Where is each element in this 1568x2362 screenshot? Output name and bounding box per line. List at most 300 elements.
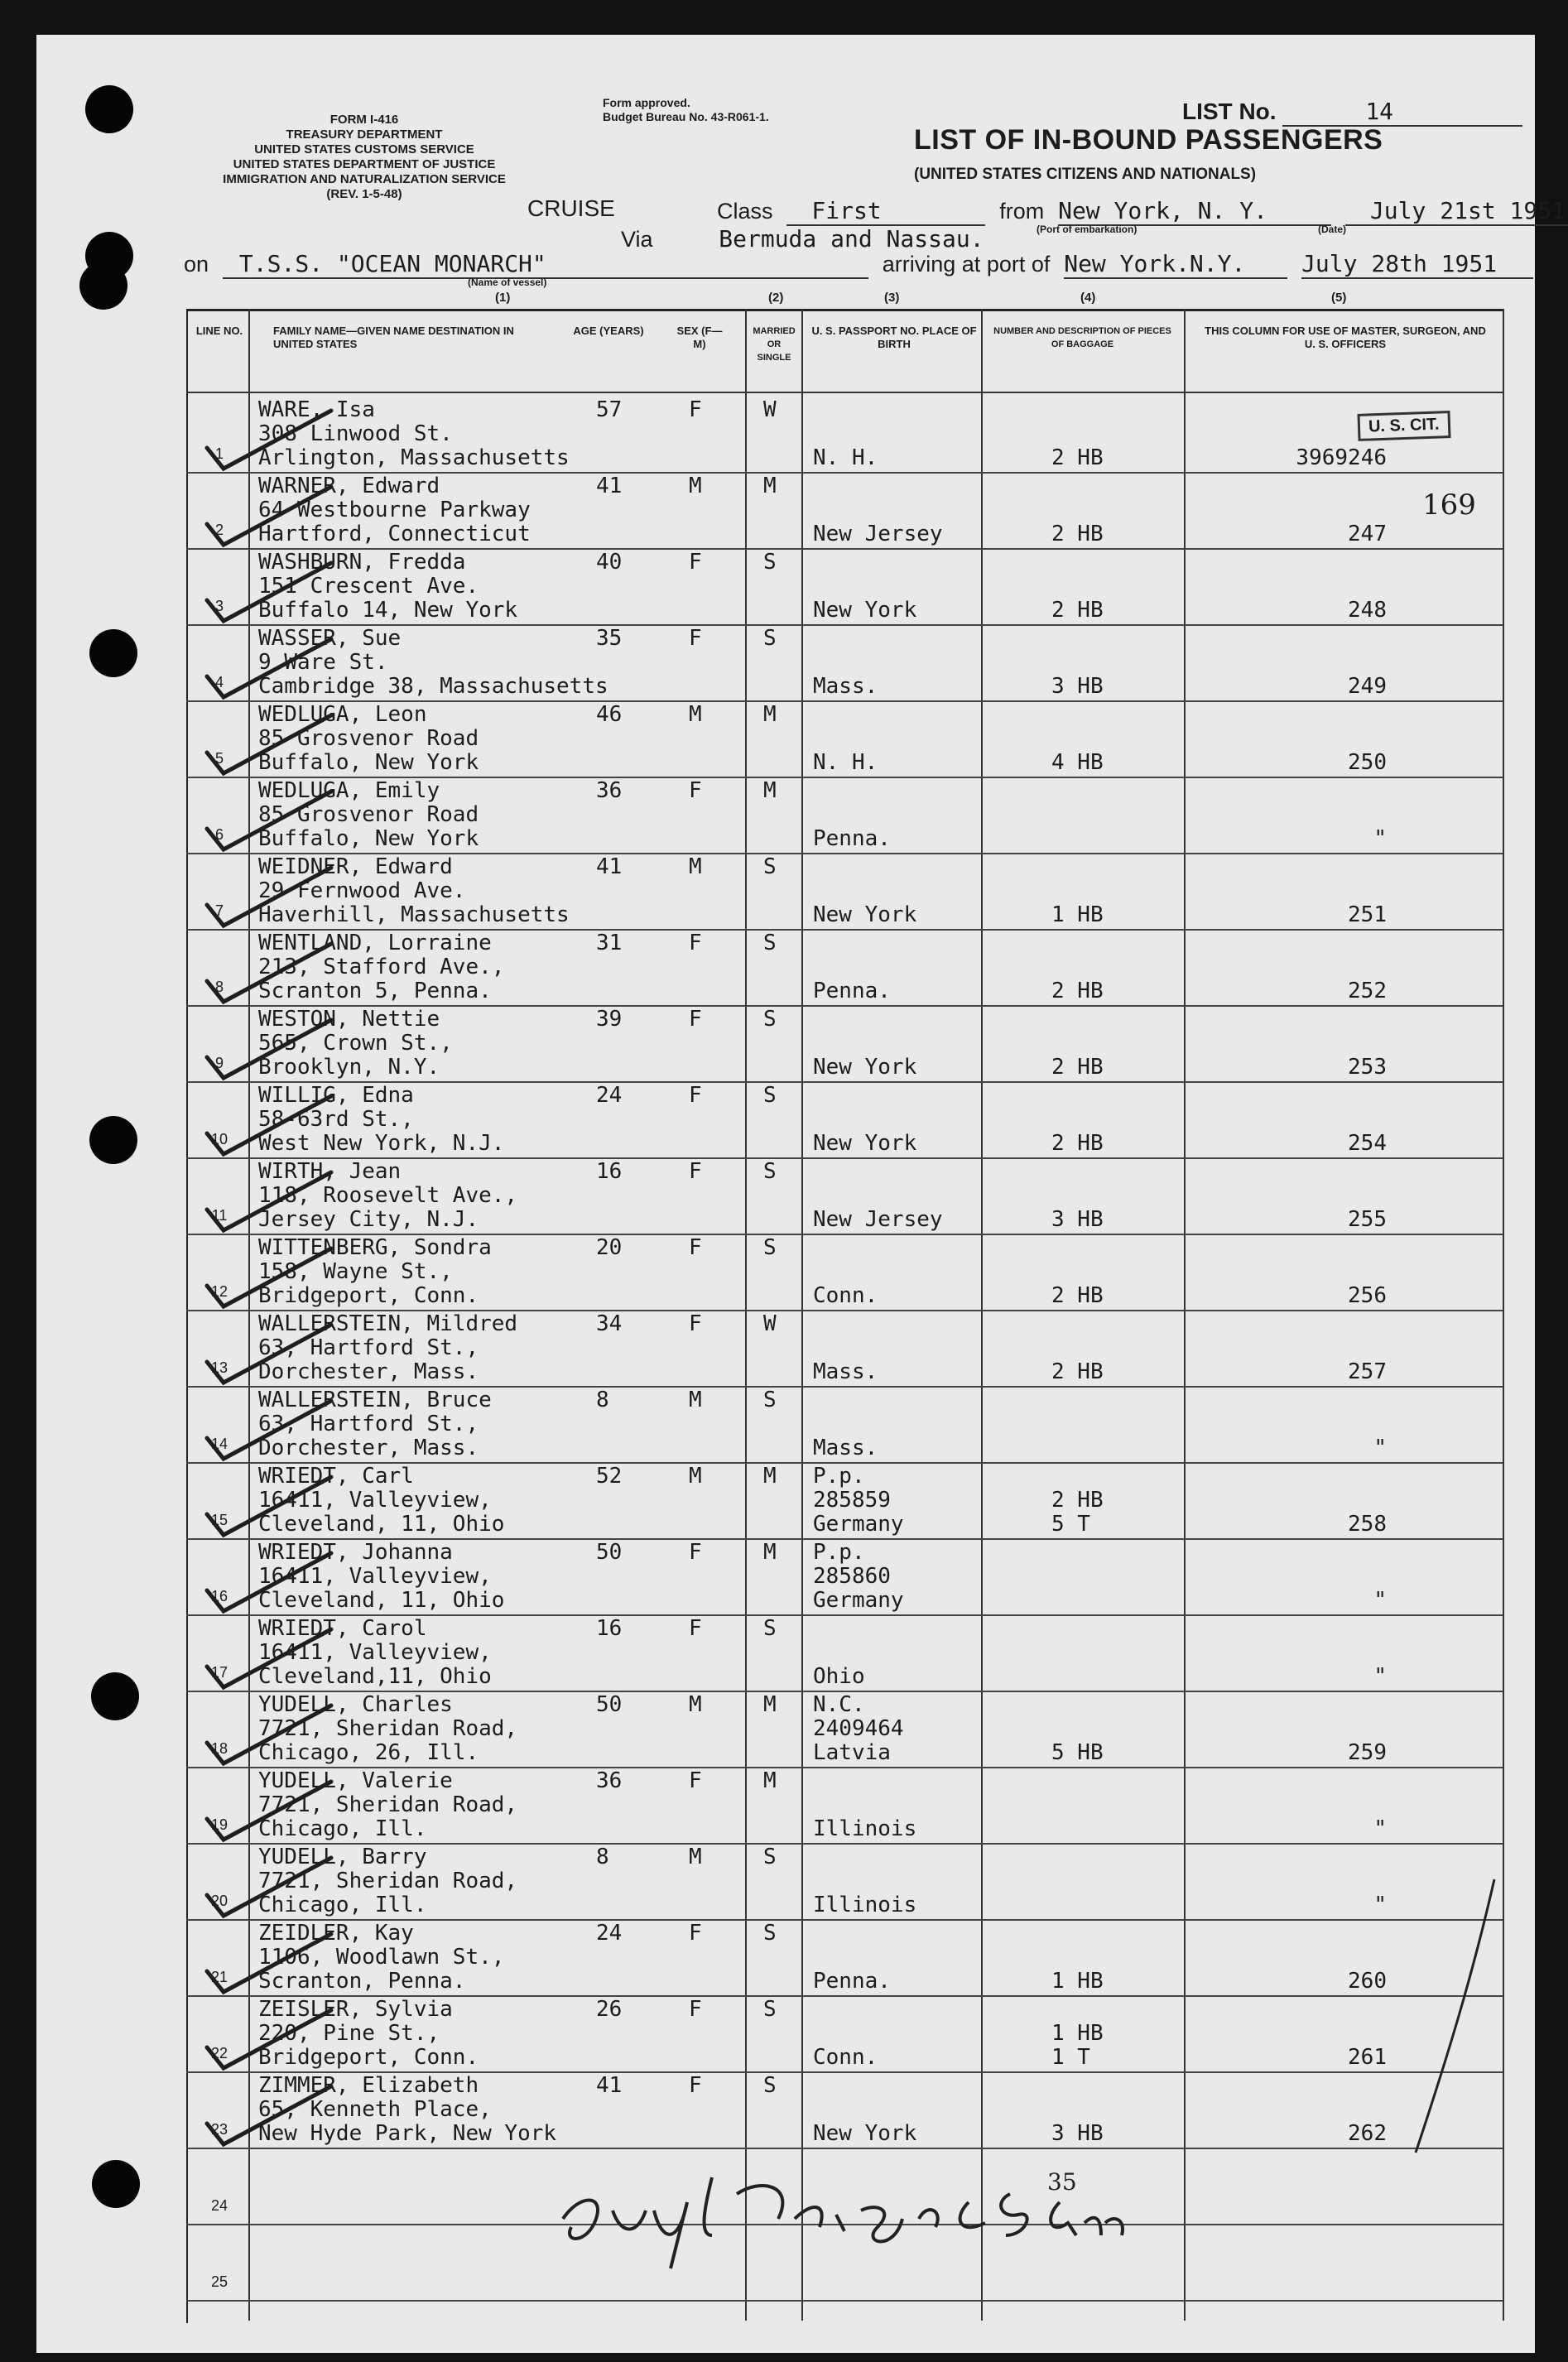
address-city: Buffalo, New York	[258, 750, 479, 775]
address-street: 85 Grosvenor Road	[258, 802, 479, 827]
marital-status: S	[763, 1845, 777, 1869]
marital-status: M	[763, 778, 777, 803]
place-of-birth: New Jersey	[813, 1207, 943, 1232]
place-of-birth: Conn.	[813, 1283, 878, 1308]
column-number: (1)	[495, 291, 511, 305]
column-rule	[981, 309, 983, 2321]
check-mark-icon	[199, 1316, 339, 1391]
check-mark-icon	[199, 936, 339, 1010]
sex: M	[689, 702, 702, 727]
check-mark-icon	[199, 631, 339, 705]
address-street: 63, Hartford St.,	[258, 1335, 479, 1360]
check-mark-icon	[199, 1240, 339, 1315]
line-number: 17	[210, 1664, 228, 1681]
passenger-name: WITTENBERG, Sondra	[258, 1235, 492, 1260]
date-caption: (Date)	[1318, 224, 1347, 235]
check-mark-icon	[199, 859, 339, 934]
check-mark-icon	[199, 479, 339, 553]
sex: F	[689, 778, 702, 803]
address-city: Jersey City, N.J.	[258, 1207, 479, 1232]
passport-number: 285859	[813, 1488, 891, 1513]
arrival-date: July 28th 1951	[1301, 250, 1533, 279]
baggage-line-2: 2 HB	[1051, 1359, 1104, 1384]
passenger-name: WENTLAND, Lorraine	[258, 931, 492, 955]
officer-number: 252	[1348, 979, 1387, 1003]
marital-status: M	[763, 1768, 777, 1793]
place-of-birth: New York	[813, 2121, 917, 2146]
address-city: Brooklyn, N.Y.	[258, 1055, 440, 1080]
sex: M	[689, 1845, 702, 1869]
place-of-birth: Ohio	[813, 1664, 865, 1689]
officer-number: 259	[1348, 1740, 1387, 1765]
age: 57	[596, 397, 623, 422]
line-number: 13	[210, 1359, 228, 1376]
line-number: 5	[214, 750, 224, 767]
age: 41	[596, 474, 623, 498]
col-header-passport: U. S. PASSPORT NO. PLACE OF BIRTH	[811, 325, 977, 350]
line-number: 14	[210, 1436, 228, 1452]
list-number	[1182, 98, 1522, 127]
officer-number: 247	[1348, 522, 1387, 546]
agency-line: IMMIGRATION AND NATURALIZATION SERVICE	[223, 172, 506, 186]
budget-note	[603, 96, 769, 124]
sex: M	[689, 474, 702, 498]
address-street: 16411, Valleyview,	[258, 1488, 492, 1513]
passenger-name: WARE, Isa	[258, 397, 375, 422]
check-mark-icon	[199, 1164, 339, 1239]
address-city: Bridgeport, Conn.	[258, 2045, 479, 2070]
list-number-value: 14	[1282, 98, 1522, 127]
page-subtitle: (UNITED STATES CITIZENS AND NATIONALS)	[914, 166, 1257, 183]
class-label: Class	[717, 199, 773, 224]
marital-status: S	[763, 626, 777, 651]
place-of-birth: Penna.	[813, 979, 891, 1003]
marital-status: S	[763, 1083, 777, 1108]
officer-number: "	[1373, 1816, 1387, 1841]
baggage-line-2: 2 HB	[1051, 979, 1104, 1003]
binder-hole	[79, 262, 127, 310]
sex: F	[689, 1311, 702, 1336]
col-header-officers: THIS COLUMN FOR USE OF MASTER, SURGEON, AND U. S. OFFICERS	[1205, 325, 1486, 350]
officer-number: "	[1373, 1436, 1387, 1460]
passenger-name: WILLIG, Edna	[258, 1083, 414, 1108]
form-approved: Form approved.	[603, 96, 690, 109]
age: 50	[596, 1692, 623, 1717]
agency-line: UNITED STATES CUSTOMS SERVICE	[254, 142, 474, 156]
sex: F	[689, 1921, 702, 1946]
address-city: Cleveland, 11, Ohio	[258, 1588, 505, 1613]
address-city: Bridgeport, Conn.	[258, 1283, 479, 1308]
marital-status: M	[763, 1540, 777, 1565]
marital-status: S	[763, 931, 777, 955]
address-city: New Hyde Park, New York	[258, 2121, 557, 2146]
baggage-line-2: 3 HB	[1051, 2121, 1104, 2146]
officer-number: 251	[1348, 902, 1387, 927]
col-header-married: MARRIED OR SINGLE	[753, 326, 796, 363]
officer-number: 258	[1348, 1512, 1387, 1537]
age: 41	[596, 2073, 623, 2098]
place-of-birth: N. H.	[813, 445, 878, 470]
marital-status: S	[763, 2073, 777, 2098]
baggage-line-2: 2 HB	[1051, 1283, 1104, 1308]
baggage-line-2: 5 T	[1051, 1512, 1090, 1537]
address-street: 213, Stafford Ave.,	[258, 955, 505, 979]
place-of-birth: New York	[813, 1055, 917, 1080]
place-of-birth: N. H.	[813, 750, 878, 775]
age: 34	[596, 1311, 623, 1336]
marital-status: S	[763, 1997, 777, 2022]
column-rule	[1184, 309, 1186, 2321]
age: 52	[596, 1464, 623, 1489]
marital-status: M	[763, 702, 777, 727]
marital-status: W	[763, 1311, 777, 1336]
officer-number: 3969246	[1296, 445, 1387, 470]
sex: F	[689, 626, 702, 651]
baggage-line-1: 1 HB	[1051, 2021, 1104, 2046]
address-city: Cleveland,11, Ohio	[258, 1664, 492, 1689]
baggage-line-2: 5 HB	[1051, 1740, 1104, 1765]
place-of-birth: Mass.	[813, 1436, 878, 1460]
address-city: Cambridge 38, Massachusetts	[258, 674, 608, 699]
passenger-name: WESTON, Nettie	[258, 1007, 440, 1032]
address-street: 308 Linwood St.	[258, 421, 453, 446]
sex: F	[689, 931, 702, 955]
officer-number: 253	[1348, 1055, 1387, 1080]
via-label: Via	[621, 227, 653, 252]
place-of-birth: Mass.	[813, 674, 878, 699]
check-mark-icon	[199, 1393, 339, 1467]
handwritten-number: 169	[1422, 488, 1476, 522]
marital-status: S	[763, 1921, 777, 1946]
officer-number: "	[1373, 1664, 1387, 1689]
baggage-line-1: 2 HB	[1051, 1488, 1104, 1513]
marital-status: M	[763, 1692, 777, 1717]
sex: F	[689, 2073, 702, 2098]
address-city: Dorchester, Mass.	[258, 1359, 479, 1384]
marital-status: M	[763, 1464, 777, 1489]
baggage-line-2: 2 HB	[1051, 445, 1104, 470]
check-mark-icon	[199, 555, 339, 629]
sex: M	[689, 1464, 702, 1489]
place-of-birth: New York	[813, 598, 917, 623]
officer-number: 250	[1348, 750, 1387, 775]
sex: F	[689, 1540, 702, 1565]
address-city: Scranton, Penna.	[258, 1969, 466, 1994]
age: 20	[596, 1235, 623, 1260]
baggage-line-2: 2 HB	[1051, 1131, 1104, 1156]
officer-number: 256	[1348, 1283, 1387, 1308]
address-city: Buffalo, New York	[258, 826, 479, 851]
line-number: 7	[214, 902, 224, 919]
check-mark-icon	[199, 783, 339, 858]
baggage-line-2: 1 HB	[1051, 1969, 1104, 1994]
list-number-label: LIST No.	[1182, 99, 1277, 124]
officer-number: 249	[1348, 674, 1387, 699]
baggage-line-2: 2 HB	[1051, 522, 1104, 546]
passenger-name: WASHBURN, Fredda	[258, 550, 466, 575]
age: 24	[596, 1083, 623, 1108]
check-mark-icon	[199, 1697, 339, 1772]
passenger-name: WEDLUGA, Emily	[258, 778, 440, 803]
age: 16	[596, 1616, 623, 1641]
col-header-sex: SEX (F—M)	[676, 325, 723, 350]
age: 36	[596, 1768, 623, 1793]
passenger-name: ZEISLER, Sylvia	[258, 1997, 453, 2022]
marital-status: M	[763, 474, 777, 498]
binder-hole	[85, 85, 133, 133]
passenger-name: WALLERSTEIN, Bruce	[258, 1388, 492, 1412]
line-number: 9	[214, 1055, 224, 1071]
sex: F	[689, 397, 702, 422]
binder-hole	[89, 629, 137, 677]
check-mark-icon	[199, 2002, 339, 2076]
place-of-birth: Germany	[813, 1588, 904, 1613]
address-street: 16411, Valleyview,	[258, 1564, 492, 1589]
sex: M	[689, 854, 702, 879]
arrival-port: New York.N.Y.	[1064, 250, 1287, 279]
binder-hole	[92, 2160, 140, 2208]
col-header-name: FAMILY NAME—GIVEN NAME DESTINATION IN UNITED STATES	[273, 325, 514, 350]
sex: F	[689, 1007, 702, 1032]
age: 16	[596, 1159, 623, 1184]
passport-type: P.p.	[813, 1540, 865, 1565]
line-number: 12	[210, 1283, 228, 1300]
officer-number: 262	[1348, 2121, 1387, 2146]
citizen-stamp: U. S. CIT.	[1357, 411, 1450, 441]
passenger-name: WEDLUGA, Leon	[258, 702, 427, 727]
address-city: Cleveland, 11, Ohio	[258, 1512, 505, 1537]
class-line	[717, 197, 1568, 226]
agency-line: TREASURY DEPARTMENT	[286, 127, 443, 142]
marital-status: W	[763, 397, 777, 422]
form-number: FORM I-416	[329, 113, 399, 127]
address-city: Arlington, Massachusetts	[258, 445, 570, 470]
line-number: 18	[210, 1740, 228, 1757]
baggage-line-2: 1 HB	[1051, 902, 1104, 927]
check-mark-icon	[199, 1621, 339, 1696]
from-value: New York, N. Y.	[1058, 197, 1331, 226]
passenger-name: WRIEDT, Carol	[258, 1616, 427, 1641]
place-of-birth: Penna.	[813, 1969, 891, 1994]
line-number: 24	[210, 2197, 228, 2214]
address-street: 65, Kenneth Place,	[258, 2097, 492, 2122]
place-of-birth: Latvia	[813, 1740, 891, 1765]
address-street: 58-63rd St.,	[258, 1107, 414, 1132]
sex: F	[689, 1997, 702, 2022]
via-value: Bermuda and Nassau.	[719, 225, 984, 253]
passport-type: N.C.	[813, 1692, 865, 1717]
officer-number: "	[1373, 1893, 1387, 1917]
marital-status: S	[763, 1159, 777, 1184]
svg-text:35: 35	[1047, 2168, 1077, 2196]
line-number: 3	[214, 598, 224, 614]
agency-line: UNITED STATES DEPARTMENT OF JUSTICE	[233, 157, 496, 171]
line-number: 8	[214, 979, 224, 995]
check-mark-icon	[199, 402, 339, 477]
passenger-name: WASSER, Sue	[258, 626, 402, 651]
port-caption: (Port of embarkation)	[1037, 224, 1138, 235]
vessel-name: T.S.S. "OCEAN MONARCH"	[223, 250, 868, 279]
address-city: Scranton 5, Penna.	[258, 979, 492, 1003]
class-value: First	[786, 197, 985, 226]
line-number: 10	[210, 1131, 228, 1147]
revision-line: (REV. 1-5-48)	[326, 187, 402, 201]
sex: F	[689, 550, 702, 575]
arriving-label: arriving at port of	[882, 252, 1051, 277]
vessel-caption: (Name of vessel)	[468, 277, 547, 288]
check-mark-icon	[199, 1850, 339, 1924]
line-number: 15	[210, 1512, 228, 1528]
marital-status: S	[763, 854, 777, 879]
age: 46	[596, 702, 623, 727]
vessel-line	[184, 250, 1533, 279]
address-city: West New York, N.J.	[258, 1131, 505, 1156]
page-title: LIST OF IN-BOUND PASSENGERS	[914, 124, 1383, 156]
passenger-name: WARNER, Edward	[258, 474, 440, 498]
officer-number: 248	[1348, 598, 1387, 623]
passport-number: 2409464	[813, 1716, 904, 1741]
age: 26	[596, 1997, 623, 2022]
baggage-line-2: 2 HB	[1051, 1055, 1104, 1080]
marital-status: S	[763, 1616, 777, 1641]
col-header-line-no: LINE NO.	[195, 325, 243, 337]
check-mark-icon	[199, 1926, 339, 2000]
address-street: 220, Pine St.,	[258, 2021, 440, 2046]
form-info	[190, 113, 538, 202]
passport-number: 285860	[813, 1564, 891, 1589]
place-of-birth: Germany	[813, 1512, 904, 1537]
cruise-label: CRUISE	[527, 195, 615, 221]
age: 24	[596, 1921, 623, 1946]
line-number: 6	[214, 826, 224, 843]
age: 35	[596, 626, 623, 651]
place-of-birth: Mass.	[813, 1359, 878, 1384]
sex: M	[689, 1692, 702, 1717]
baggage-line-2: 2 HB	[1051, 598, 1104, 623]
address-street: 64 Westbourne Parkway	[258, 498, 531, 522]
age: 31	[596, 931, 623, 955]
check-mark-icon	[199, 707, 339, 782]
address-city: Buffalo 14, New York	[258, 598, 518, 623]
address-street: 85 Grosvenor Road	[258, 726, 479, 751]
check-mark-icon	[199, 1545, 339, 1619]
header-rule	[186, 392, 1503, 393]
address-street: 118, Roosevelt Ave.,	[258, 1183, 518, 1208]
baggage-line-2: 4 HB	[1051, 750, 1104, 775]
sex: F	[689, 1235, 702, 1260]
from-label: from	[999, 199, 1045, 224]
address-city: Chicago, Ill.	[258, 1816, 427, 1841]
line-number: 21	[210, 1969, 228, 1985]
officer-number: 257	[1348, 1359, 1387, 1384]
passport-type: P.p.	[813, 1464, 865, 1489]
departure-date: July 21st 1951	[1345, 197, 1568, 226]
row-divider	[186, 2300, 1503, 2302]
line-number: 25	[210, 2273, 228, 2290]
check-mark-icon	[199, 1773, 339, 1848]
passenger-name: ZIMMER, Elizabeth	[258, 2073, 479, 2098]
place-of-birth: New York	[813, 1131, 917, 1156]
place-of-birth: Illinois	[813, 1816, 917, 1841]
age: 50	[596, 1540, 623, 1565]
address-street: 7721, Sheridan Road,	[258, 1792, 518, 1817]
check-mark-icon	[199, 1012, 339, 1086]
sex: M	[689, 1388, 702, 1412]
age: 39	[596, 1007, 623, 1032]
age: 41	[596, 854, 623, 879]
address-city: Hartford, Connecticut	[258, 522, 531, 546]
line-number: 22	[210, 2045, 228, 2061]
column-number: (3)	[884, 291, 900, 305]
address-street: 9 Ware St.	[258, 650, 388, 675]
age: 40	[596, 550, 623, 575]
line-number: 16	[210, 1588, 228, 1604]
check-mark-icon	[199, 1469, 339, 1543]
column-number: (2)	[768, 291, 784, 305]
line-number: 20	[210, 1893, 228, 1909]
age: 36	[596, 778, 623, 803]
line-number: 2	[214, 522, 224, 538]
passenger-name: YUDELL, Barry	[258, 1845, 427, 1869]
address-city: Chicago, Ill.	[258, 1893, 427, 1917]
baggage-line-2: 3 HB	[1051, 674, 1104, 699]
marital-status: S	[763, 1388, 777, 1412]
budget-bureau: Budget Bureau No. 43-R061-1.	[603, 110, 769, 123]
place-of-birth: Conn.	[813, 2045, 878, 2070]
line-number: 23	[210, 2121, 228, 2138]
address-city: Chicago, 26, Ill.	[258, 1740, 479, 1765]
passenger-name: ZEIDLER, Kay	[258, 1921, 414, 1946]
address-street: 16411, Valleyview,	[258, 1640, 492, 1665]
marital-status: S	[763, 1235, 777, 1260]
officer-number: 255	[1348, 1207, 1387, 1232]
col-header-age: AGE (YEARS)	[573, 325, 644, 337]
address-street: 158, Wayne St.,	[258, 1259, 453, 1284]
binder-hole	[89, 1116, 137, 1164]
marital-status: S	[763, 550, 777, 575]
column-number: (5)	[1331, 291, 1347, 305]
officer-number: 261	[1348, 2045, 1387, 2070]
line-number: 4	[214, 674, 224, 690]
signature	[546, 2144, 1142, 2277]
baggage-line-2: 1 T	[1051, 2045, 1090, 2070]
officer-number: "	[1373, 826, 1387, 851]
line-number: 11	[211, 1207, 228, 1224]
address-city: Haverhill, Massachusetts	[258, 902, 570, 927]
col-header-baggage: NUMBER AND DESCRIPTION OF PIECES OF BAGGAGE	[993, 326, 1171, 349]
sex: F	[689, 1768, 702, 1793]
sex: F	[689, 1083, 702, 1108]
address-street: 565, Crown St.,	[258, 1031, 453, 1056]
place-of-birth: Illinois	[813, 1893, 917, 1917]
passenger-name: YUDELL, Charles	[258, 1692, 453, 1717]
check-mark-icon	[199, 2078, 339, 2153]
address-street: 151 Crescent Ave.	[258, 574, 479, 599]
passenger-name: WEIDNER, Edward	[258, 854, 453, 879]
officer-number: 254	[1348, 1131, 1387, 1156]
passenger-name: WIRTH, Jean	[258, 1159, 402, 1184]
address-street: 7721, Sheridan Road,	[258, 1869, 518, 1893]
marital-status: S	[763, 1007, 777, 1032]
address-street: 63, Hartford St.,	[258, 1412, 479, 1436]
sex: F	[689, 1616, 702, 1641]
place-of-birth: New Jersey	[813, 522, 943, 546]
address-street: 7721, Sheridan Road,	[258, 1716, 518, 1741]
place-of-birth: Penna.	[813, 826, 891, 851]
on-label: on	[184, 252, 209, 277]
officer-number: "	[1373, 1588, 1387, 1613]
column-rule	[745, 309, 747, 2321]
